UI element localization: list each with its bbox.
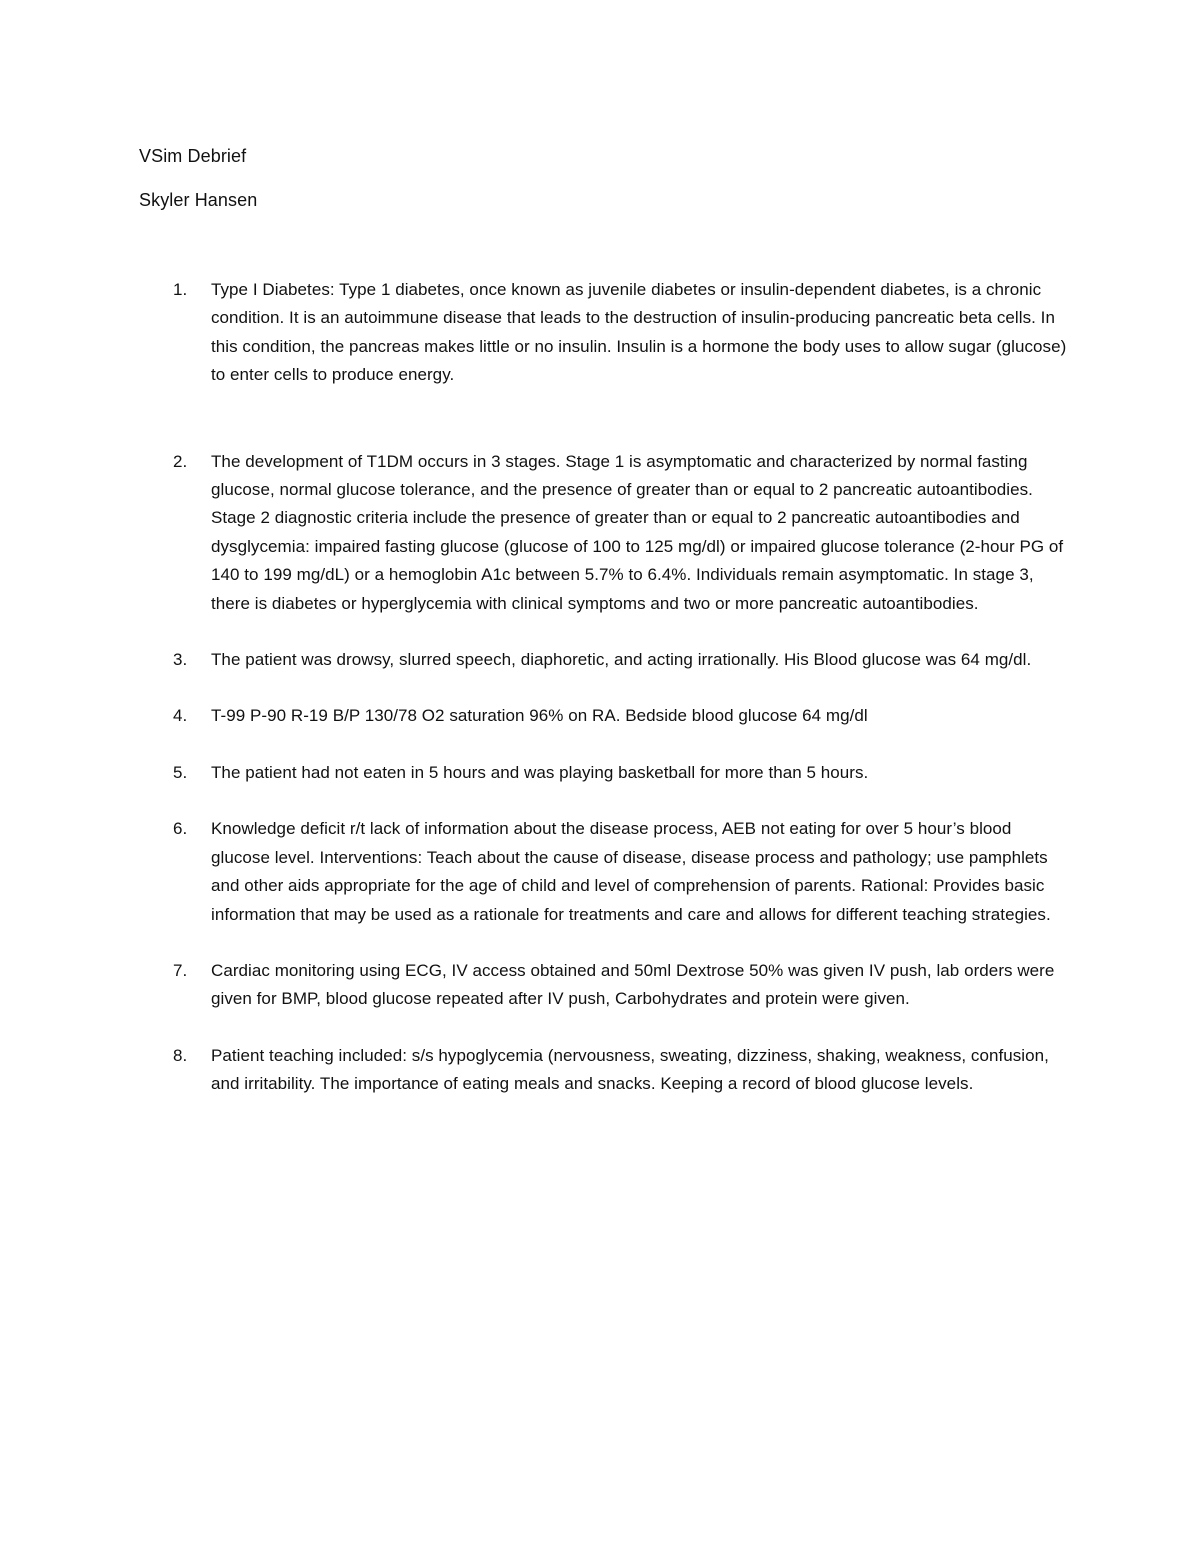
list-item-text: Cardiac monitoring using ECG, IV access obtained and 50ml Dextrose 50% was given IV push, lab orders were given for BMP, blood glucose repeated after IV push, Carbohydrates and protein were given. <box>211 960 1055 1009</box>
list-item <box>139 646 1069 674</box>
list-item-text: The development of T1DM occurs in 3 stages. Stage 1 is asymptomatic and characterized by normal fasting glucose, normal glucose tolerance, and the presence of greater than or equal to 2 pancreatic autoantibodies. Stage 2 diagnostic criteria include the presence of greater than or equal to 2 pancreatic autoantibodies and dysglycemia: impaired fasting glucose (glucose of 100 to 125 mg/dl) or impaired glucose tolerance (2-hour PG of 140 to 199 mg/dL) or a hemoglobin A1c between 5.7% to 6.4%. Individuals remain asymptomatic. In stage 3, there is diabetes or hyperglycemia with clinical symptoms and two or more pancreatic autoantibodies. <box>211 451 1064 613</box>
list-item-number: 5. <box>173 762 188 782</box>
list-item-text: Knowledge deficit r/t lack of information about the disease process, AEB not eating for over 5 hour’s blood glucose level. Interventions: Teach about the cause of disease, disease process and pathology; use pamphlets and other aids appropriate for the age of child and level of comprehension of parents. Rational: Provides basic information that may be used as a rationale for treatments and care and allows for different teaching strategies. <box>211 819 1051 924</box>
debrief-list <box>139 276 1069 1099</box>
list-item <box>139 448 1069 618</box>
list-item-text: T-99 P-90 R-19 B/P 130/78 O2 saturation 96% on RA. Bedside blood glucose 64 mg/dl <box>211 706 868 726</box>
list-item <box>139 815 1069 929</box>
list-item-number: 8. <box>173 1045 188 1065</box>
list-item-number: 4. <box>173 706 188 726</box>
document-title: VSim Debrief <box>139 146 247 166</box>
list-item-number: 6. <box>173 819 188 839</box>
list-item-text: Type I Diabetes: Type 1 diabetes, once known as juvenile diabetes or insulin-dependent diabetes, is a chronic condition. It is an autoimmune disease that leads to the destruction of insulin-producing pancreatic beta cells. In this condition, the pancreas makes little or no insulin. Insulin is a hormone the body uses to allow sugar (glucose) to enter cells to produce energy. <box>211 280 1067 385</box>
list-item-number: 2. <box>173 451 188 471</box>
list-item-text: The patient had not eaten in 5 hours and was playing basketball for more than 5 hours. <box>211 762 869 782</box>
list-item-number: 3. <box>173 650 188 670</box>
list-item-text: Patient teaching included: s/s hypoglycemia (nervousness, sweating, dizziness, shaking, weakness, confusion, and irritability. The importance of eating meals and snacks. Keeping a record of blood glucose levels. <box>211 1045 1049 1094</box>
list-item-text: The patient was drowsy, slurred speech, diaphoretic, and acting irrationally. His Blood glucose was 64 mg/dl. <box>211 650 1032 670</box>
document-author: Skyler Hansen <box>139 190 258 210</box>
list-item <box>139 759 1069 787</box>
list-item <box>139 1042 1069 1099</box>
list-item <box>139 702 1069 730</box>
list-item-number: 7. <box>173 960 188 980</box>
list-item <box>139 957 1069 1014</box>
list-item <box>139 276 1069 390</box>
list-item-number: 1. <box>173 280 188 299</box>
